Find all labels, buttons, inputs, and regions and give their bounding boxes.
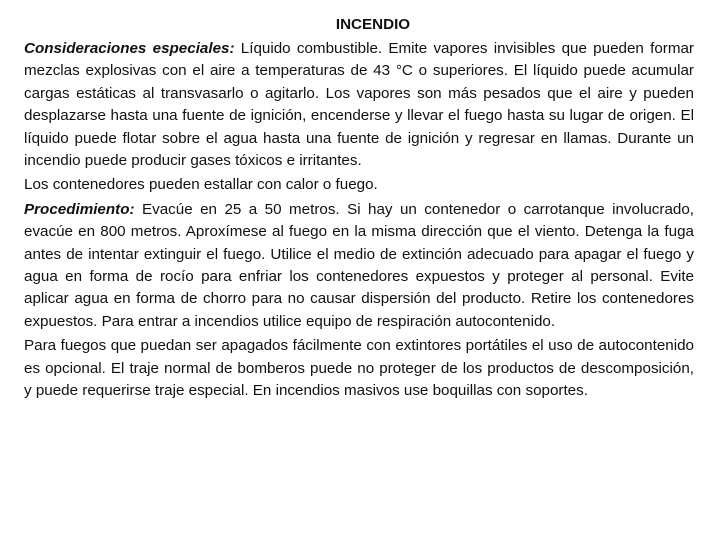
paragraph-lead: Procedimiento: — [24, 200, 135, 218]
paragraph-containers — [24, 174, 694, 196]
paragraph-text: Líquido combustible. Emite vapores invisibles que pueden formar mezclas explosivas con el aire a temperaturas de 43 °C o superiores. El líquido puede acumular cargas estáticas al transvasarlo o agitarlo. Los vapores son más pesados que el aire y pueden desplazarse hasta una fuente de ignición, encenderse y llevar el fuego hasta su lugar de origen. El líquido puede flotar sobre el agua hasta una fuente de ignición y regresar en llamas. Durante un incendio puede producir gases tóxicos e irritantes. — [24, 40, 694, 170]
paragraph-special-considerations — [24, 38, 694, 172]
paragraph-procedure — [24, 199, 694, 333]
document-title: INCENDIO — [335, 16, 411, 33]
paragraph-text: Evacúe en 25 a 50 metros. Si hay un contenedor o carrotanque involucrado, evacúe en 800 metros. Aproxímese al fuego en la misma dirección que el viento. Detenga la fuga antes de intentar extinguir el fuego. Utilice el medio de extinción adecuado para apagar el fuego y agua en forma de rocío para enfriar los contenedores expuestos y proteger al personal. Evite aplicar agua en forma de chorro para no causar dispersión del producto. Retire los contenedores expuestos. Para entrar a incendios utilice equipo de respiración autocontenido. — [24, 200, 694, 330]
paragraph-lead: Consideraciones especiales: — [24, 40, 235, 57]
paragraph-text: Para fuegos que puedan ser apagados fácilmente con extintores portátiles el uso de autocontenido es opcional. El traje normal de bomberos puede no proteger de los productos de descomposición, y puede requerirse traje especial. En incendios masivos use boquillas con soportes. — [24, 337, 694, 400]
paragraph-text: Los contenedores pueden estallar con calor o fuego. — [24, 176, 378, 194]
paragraph-portable-extinguishers — [24, 335, 694, 402]
